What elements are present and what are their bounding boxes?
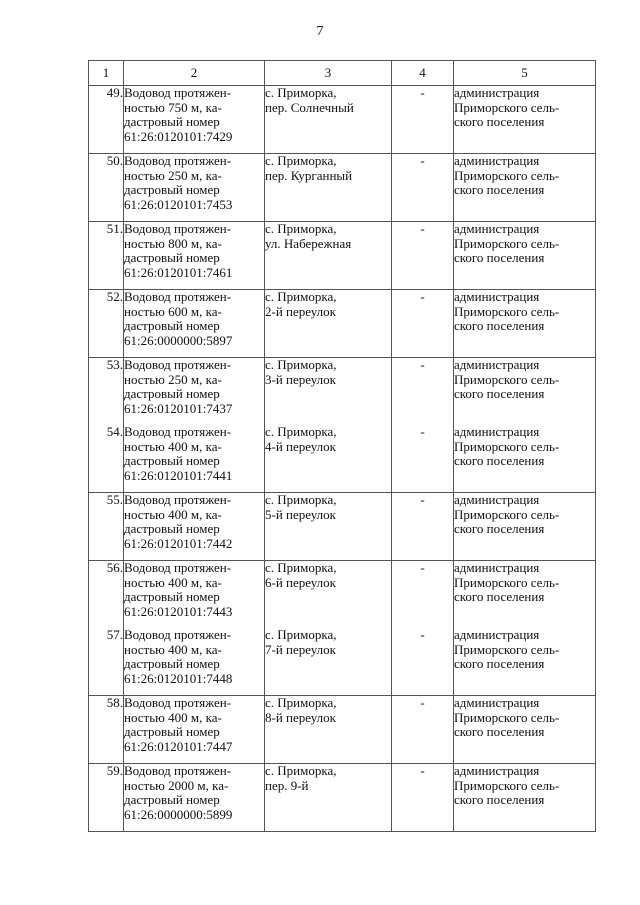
object-location-line: с. Приморка,	[265, 153, 337, 168]
object-location-line: с. Приморка,	[265, 424, 337, 439]
owner-name-line: Приморского сель-	[454, 303, 560, 319]
owner-name-line: Приморского сель-	[454, 438, 560, 454]
row-number: 53.	[89, 358, 124, 426]
object-location-line: 3-й переулок	[265, 371, 336, 387]
object-description-line: ностью 250 м, ка-	[124, 371, 222, 387]
object-location	[265, 222, 392, 290]
row-number: 57.	[89, 628, 124, 696]
object-location	[265, 764, 392, 832]
object-description-line: дастровый номер	[124, 182, 220, 197]
owner-name-line: Приморского сель-	[454, 574, 560, 590]
object-description	[124, 290, 265, 358]
object-description-line: ностью 400 м, ка-	[124, 709, 222, 725]
object-description	[124, 86, 265, 154]
object-description-line: Водовод протяжен-	[124, 560, 232, 575]
object-description-line: 61:26:0120101:7429	[124, 128, 233, 144]
column-header: 1	[89, 61, 124, 86]
table-row	[89, 493, 596, 561]
owner-name	[454, 425, 596, 493]
row-number: 59.	[89, 764, 124, 832]
object-location	[265, 628, 392, 696]
registration-value: -	[392, 222, 454, 290]
registration-value: -	[392, 358, 454, 426]
object-description-line: ностью 750 м, ка-	[124, 99, 222, 115]
object-description-line: ностью 250 м, ка-	[124, 167, 222, 183]
object-description	[124, 493, 265, 561]
column-header: 5	[454, 61, 596, 86]
table-row	[89, 358, 596, 426]
registration-value: -	[392, 628, 454, 696]
owner-name	[454, 628, 596, 696]
object-description-line: ностью 800 м, ка-	[124, 235, 222, 251]
object-description-line: дастровый номер	[124, 724, 220, 739]
object-location-line: с. Приморка,	[265, 492, 337, 507]
owner-name-line: Приморского сель-	[454, 167, 560, 183]
owner-name-line: администрация	[454, 627, 540, 642]
row-number: 58.	[89, 696, 124, 764]
row-number: 50.	[89, 154, 124, 222]
object-description-line: дастровый номер	[124, 386, 220, 401]
object-location-line: 7-й переулок	[265, 641, 336, 657]
object-location-line: 2-й переулок	[265, 303, 336, 319]
object-description-line: ностью 400 м, ка-	[124, 438, 222, 454]
row-number: 51.	[89, 222, 124, 290]
object-location-line: 6-й переулок	[265, 574, 336, 590]
object-description-line: ностью 600 м, ка-	[124, 303, 222, 319]
owner-name	[454, 154, 596, 222]
object-description-line: Водовод протяжен-	[124, 153, 232, 168]
object-description-line: 61:26:0000000:5899	[124, 806, 233, 822]
row-number: 56.	[89, 561, 124, 629]
object-location-line: с. Приморка,	[265, 560, 337, 575]
object-location-line: 8-й переулок	[265, 709, 336, 725]
owner-name-line: администрация	[454, 695, 540, 710]
table-row	[89, 696, 596, 764]
object-description-line: дастровый номер	[124, 792, 220, 807]
registration-value: -	[392, 154, 454, 222]
object-description	[124, 154, 265, 222]
object-description-line: 61:26:0000000:5897	[124, 332, 233, 348]
object-location-line: пер. 9-й	[265, 777, 309, 793]
registration-value: -	[392, 290, 454, 358]
owner-name-line: администрация	[454, 289, 540, 304]
object-location	[265, 561, 392, 629]
object-location-line: пер. Курганный	[265, 167, 353, 183]
object-location-line: с. Приморка,	[265, 695, 337, 710]
object-location-line: 5-й переулок	[265, 506, 336, 522]
object-description-line: 61:26:0120101:7453	[124, 196, 233, 212]
owner-name	[454, 493, 596, 561]
object-description	[124, 425, 265, 493]
object-location	[265, 493, 392, 561]
object-description-line: 61:26:0120101:7437	[124, 400, 233, 416]
object-location	[265, 154, 392, 222]
table-row	[89, 222, 596, 290]
table-row	[89, 154, 596, 222]
object-description-line: Водовод протяжен-	[124, 695, 232, 710]
object-description-line: Водовод протяжен-	[124, 357, 232, 372]
object-description-line: ностью 400 м, ка-	[124, 574, 222, 590]
owner-name-line: администрация	[454, 221, 540, 236]
object-description-line: 61:26:0120101:7442	[124, 535, 233, 551]
owner-name-line: администрация	[454, 85, 540, 100]
object-description-line: ностью 2000 м, ка-	[124, 777, 229, 793]
registration-value: -	[392, 696, 454, 764]
object-location-line: с. Приморка,	[265, 763, 337, 778]
object-description-line: 61:26:0120101:7448	[124, 670, 233, 686]
object-location	[265, 290, 392, 358]
owner-name-line: Приморского сель-	[454, 709, 560, 725]
table-row	[89, 86, 596, 154]
object-description-line: 61:26:0120101:7441	[124, 467, 233, 483]
registration-value: -	[392, 86, 454, 154]
object-location-line: с. Приморка,	[265, 627, 337, 642]
object-description-line: Водовод протяжен-	[124, 763, 232, 778]
owner-name-line: ского поселения	[454, 792, 545, 807]
owner-name	[454, 86, 596, 154]
object-description-line: 61:26:0120101:7447	[124, 738, 233, 754]
object-description-line: Водовод протяжен-	[124, 221, 232, 236]
owner-name-line: ского поселения	[454, 386, 545, 401]
owner-name-line: администрация	[454, 424, 540, 439]
object-description-line: дастровый номер	[124, 318, 220, 333]
object-description-line: ностью 400 м, ка-	[124, 506, 222, 522]
object-description-line: ностью 400 м, ка-	[124, 641, 222, 657]
table-header-row	[89, 61, 596, 86]
owner-name-line: администрация	[454, 492, 540, 507]
owner-name-line: Приморского сель-	[454, 371, 560, 387]
object-description-line: дастровый номер	[124, 656, 220, 671]
object-location	[265, 86, 392, 154]
column-header: 3	[265, 61, 392, 86]
object-description-line: дастровый номер	[124, 453, 220, 468]
owner-name-line: ского поселения	[454, 656, 545, 671]
object-description-line: 61:26:0120101:7443	[124, 603, 233, 619]
owner-name-line: Приморского сель-	[454, 506, 560, 522]
table-row	[89, 561, 596, 629]
owner-name	[454, 561, 596, 629]
object-location-line: пер. Солнечный	[265, 99, 354, 115]
object-location-line: ул. Набережная	[265, 235, 352, 251]
object-description-line: Водовод протяжен-	[124, 424, 232, 439]
object-description-line: дастровый номер	[124, 521, 220, 536]
owner-name-line: администрация	[454, 560, 540, 575]
owner-name-line: ского поселения	[454, 114, 545, 129]
owner-name	[454, 764, 596, 832]
column-header: 2	[124, 61, 265, 86]
owner-name-line: администрация	[454, 153, 540, 168]
object-description	[124, 696, 265, 764]
table-row	[89, 628, 596, 696]
table-row	[89, 425, 596, 493]
object-location-line: с. Приморка,	[265, 289, 337, 304]
column-header: 4	[392, 61, 454, 86]
owner-name-line: ского поселения	[454, 589, 545, 604]
owner-name	[454, 358, 596, 426]
owner-name-line: Приморского сель-	[454, 99, 560, 115]
owner-name-line: ского поселения	[454, 521, 545, 536]
object-description-line: Водовод протяжен-	[124, 492, 232, 507]
row-number: 49.	[89, 86, 124, 154]
table-row	[89, 764, 596, 832]
object-description-line: дастровый номер	[124, 589, 220, 604]
row-number: 54.	[89, 425, 124, 493]
object-location	[265, 696, 392, 764]
owner-name-line: администрация	[454, 763, 540, 778]
object-description	[124, 561, 265, 629]
object-location-line: 4-й переулок	[265, 438, 336, 454]
registry-table	[88, 60, 596, 832]
object-location-line: с. Приморка,	[265, 357, 337, 372]
object-description-line: Водовод протяжен-	[124, 627, 232, 642]
object-description	[124, 628, 265, 696]
owner-name-line: ского поселения	[454, 182, 545, 197]
owner-name	[454, 696, 596, 764]
owner-name	[454, 290, 596, 358]
registration-value: -	[392, 764, 454, 832]
page-number: 7	[316, 24, 324, 39]
object-description	[124, 222, 265, 290]
row-number: 55.	[89, 493, 124, 561]
object-location	[265, 425, 392, 493]
object-location	[265, 358, 392, 426]
table-row	[89, 290, 596, 358]
owner-name-line: ского поселения	[454, 724, 545, 739]
owner-name-line: Приморского сель-	[454, 641, 560, 657]
object-description-line: 61:26:0120101:7461	[124, 264, 233, 280]
registration-value: -	[392, 493, 454, 561]
object-description-line: дастровый номер	[124, 114, 220, 129]
owner-name-line: ского поселения	[454, 318, 545, 333]
registration-value: -	[392, 425, 454, 493]
owner-name-line: Приморского сель-	[454, 235, 560, 251]
object-description	[124, 764, 265, 832]
row-number: 52.	[89, 290, 124, 358]
registration-value: -	[392, 561, 454, 629]
owner-name-line: администрация	[454, 357, 540, 372]
owner-name-line: ского поселения	[454, 453, 545, 468]
owner-name-line: Приморского сель-	[454, 777, 560, 793]
owner-name-line: ского поселения	[454, 250, 545, 265]
object-location-line: с. Приморка,	[265, 85, 337, 100]
owner-name	[454, 222, 596, 290]
object-description-line: Водовод протяжен-	[124, 85, 232, 100]
object-description	[124, 358, 265, 426]
object-location-line: с. Приморка,	[265, 221, 337, 236]
object-description-line: Водовод протяжен-	[124, 289, 232, 304]
object-description-line: дастровый номер	[124, 250, 220, 265]
